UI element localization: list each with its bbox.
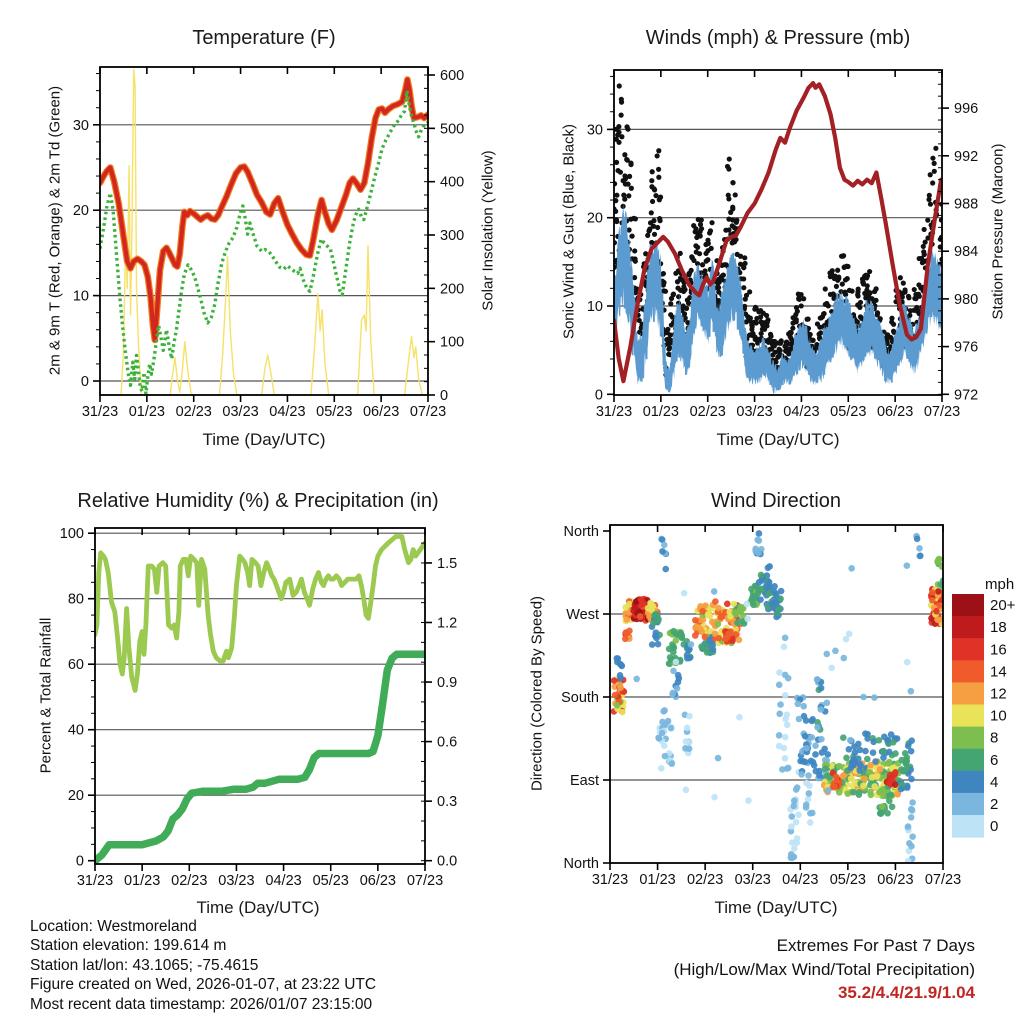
- svg-text:30: 30: [586, 122, 603, 139]
- svg-text:05/23: 05/23: [312, 873, 349, 889]
- svg-text:01/23: 01/23: [128, 404, 166, 420]
- svg-text:06/23: 06/23: [362, 404, 400, 420]
- svg-text:500: 500: [440, 121, 465, 138]
- svg-text:0: 0: [990, 818, 999, 836]
- title-temperature: Temperature (F): [192, 27, 336, 49]
- svg-text:988: 988: [954, 196, 979, 213]
- svg-text:03/23: 03/23: [734, 872, 771, 888]
- svg-text:07/23: 07/23: [406, 873, 444, 889]
- svg-text:05/23: 05/23: [829, 872, 867, 888]
- svg-text:06/23: 06/23: [877, 872, 914, 888]
- svg-text:West: West: [566, 607, 599, 624]
- svg-text:18: 18: [990, 619, 1007, 637]
- svg-text:972: 972: [954, 387, 979, 404]
- svg-text:10: 10: [990, 707, 1007, 725]
- svg-text:04/23: 04/23: [783, 404, 820, 420]
- svg-text:South: South: [561, 690, 599, 707]
- footer-location: Location: Westmoreland: [30, 918, 197, 935]
- svg-text:992: 992: [954, 148, 979, 165]
- svg-text:0.9: 0.9: [437, 675, 458, 692]
- extremes-values: 35.2/4.4/21.9/1.04: [837, 983, 975, 1002]
- svg-text:60: 60: [67, 657, 84, 674]
- svg-text:0.3: 0.3: [437, 794, 458, 811]
- xlabel-rh: Time (Day/UTC): [196, 898, 320, 917]
- svg-text:20: 20: [586, 210, 603, 227]
- xlabel-direction: Time (Day/UTC): [714, 898, 838, 917]
- svg-text:North: North: [563, 856, 599, 872]
- svg-text:976: 976: [954, 339, 979, 356]
- svg-text:1.5: 1.5: [437, 555, 458, 572]
- svg-text:01/23: 01/23: [123, 873, 161, 889]
- svg-text:20+: 20+: [990, 597, 1016, 615]
- svg-text:2: 2: [990, 795, 999, 813]
- svg-text:14: 14: [990, 663, 1007, 681]
- svg-text:40: 40: [67, 722, 84, 739]
- ylabel-wind-left: Sonic Wind & Gust (Blue, Black): [560, 123, 578, 340]
- footer-elevation: Station elevation: 199.614 m: [30, 937, 227, 955]
- svg-text:6: 6: [990, 751, 999, 769]
- svg-text:07/23: 07/23: [924, 872, 962, 888]
- svg-text:100: 100: [59, 526, 84, 543]
- svg-text:12: 12: [990, 685, 1007, 703]
- svg-text:996: 996: [954, 101, 979, 118]
- svg-text:03/23: 03/23: [736, 404, 773, 420]
- svg-text:20: 20: [72, 203, 89, 220]
- svg-text:03/23: 03/23: [218, 873, 255, 889]
- svg-text:0: 0: [594, 387, 603, 404]
- svg-text:05/23: 05/23: [316, 404, 353, 420]
- xlabel-temperature: Time (Day/UTC): [202, 430, 326, 449]
- svg-text:300: 300: [440, 228, 465, 245]
- svg-text:980: 980: [954, 291, 979, 308]
- svg-text:06/23: 06/23: [876, 404, 914, 420]
- svg-text:02/23: 02/23: [171, 873, 208, 889]
- svg-text:02/23: 02/23: [689, 404, 726, 420]
- xlabel-winds: Time (Day/UTC): [716, 430, 840, 449]
- svg-text:31/23: 31/23: [76, 873, 114, 889]
- svg-text:04/23: 04/23: [782, 872, 819, 888]
- svg-text:06/23: 06/23: [359, 873, 397, 889]
- svg-text:30: 30: [72, 117, 89, 134]
- svg-text:100: 100: [440, 334, 465, 351]
- extremes-subtitle: (High/Low/Max Wind/Total Precipitation): [673, 959, 975, 979]
- svg-text:07/23: 07/23: [409, 404, 447, 420]
- extremes-title: Extremes For Past 7 Days: [776, 936, 975, 955]
- svg-text:01/23: 01/23: [642, 404, 680, 420]
- colorbar-unit-label: mph: [985, 576, 1015, 593]
- svg-text:31/23: 31/23: [81, 404, 119, 420]
- svg-text:01/23: 01/23: [639, 872, 676, 888]
- svg-text:600: 600: [440, 68, 465, 85]
- footer-station-info: [30, 917, 376, 1014]
- svg-text:03/23: 03/23: [222, 404, 259, 420]
- footer-latest: Most recent data timestamp: 2026/01/07 23:15:00: [30, 995, 373, 1013]
- svg-text:07/23: 07/23: [923, 404, 961, 420]
- svg-text:16: 16: [990, 641, 1007, 659]
- svg-text:04/23: 04/23: [265, 873, 302, 889]
- title-wind-direction: Wind Direction: [710, 490, 842, 512]
- ylabel-direction: Direction (Colored By Speed): [528, 595, 546, 792]
- svg-text:02/23: 02/23: [686, 872, 724, 888]
- svg-text:East: East: [569, 773, 599, 790]
- title-winds-pressure: Winds (mph) & Pressure (mb): [645, 27, 911, 49]
- svg-text:0.0: 0.0: [437, 853, 458, 870]
- svg-text:North: North: [563, 524, 599, 541]
- ylabel-temperature-left: 2m & 9m T (Red, Orange) & 2m Td (Green): [46, 85, 64, 376]
- svg-text:8: 8: [990, 729, 999, 747]
- svg-text:1.2: 1.2: [437, 615, 458, 632]
- svg-text:0.6: 0.6: [437, 734, 458, 751]
- ylabel-pressure-right: Station Pressure (Maroon): [989, 143, 1007, 320]
- svg-text:984: 984: [954, 244, 979, 261]
- svg-text:02/23: 02/23: [175, 404, 212, 420]
- svg-text:0: 0: [80, 374, 89, 390]
- svg-text:10: 10: [72, 288, 89, 305]
- ylabel-solar-right: Solar Insolation (Yellow): [479, 150, 497, 311]
- extremes-block: [674, 934, 975, 1005]
- svg-text:05/23: 05/23: [830, 404, 867, 420]
- svg-text:200: 200: [440, 281, 465, 298]
- svg-text:0: 0: [440, 388, 449, 404]
- svg-text:10: 10: [586, 299, 603, 315]
- svg-text:20: 20: [67, 788, 84, 805]
- title-rh-precip: Relative Humidity (%) & Precipitation (in): [77, 490, 439, 512]
- svg-text:0: 0: [75, 853, 84, 870]
- footer-latlon: Station lat/lon: 43.1065; -75.4615: [30, 956, 259, 974]
- ylabel-percent-rainfall: Percent & Total Rainfall: [37, 617, 55, 774]
- svg-text:31/23: 31/23: [591, 872, 629, 888]
- svg-text:400: 400: [440, 174, 465, 191]
- svg-text:31/23: 31/23: [595, 404, 633, 420]
- svg-text:4: 4: [990, 773, 999, 791]
- svg-text:04/23: 04/23: [269, 404, 306, 420]
- footer-created: Figure created on Wed, 2026-01-07, at 23:22 UTC: [30, 976, 377, 994]
- svg-text:80: 80: [67, 591, 84, 608]
